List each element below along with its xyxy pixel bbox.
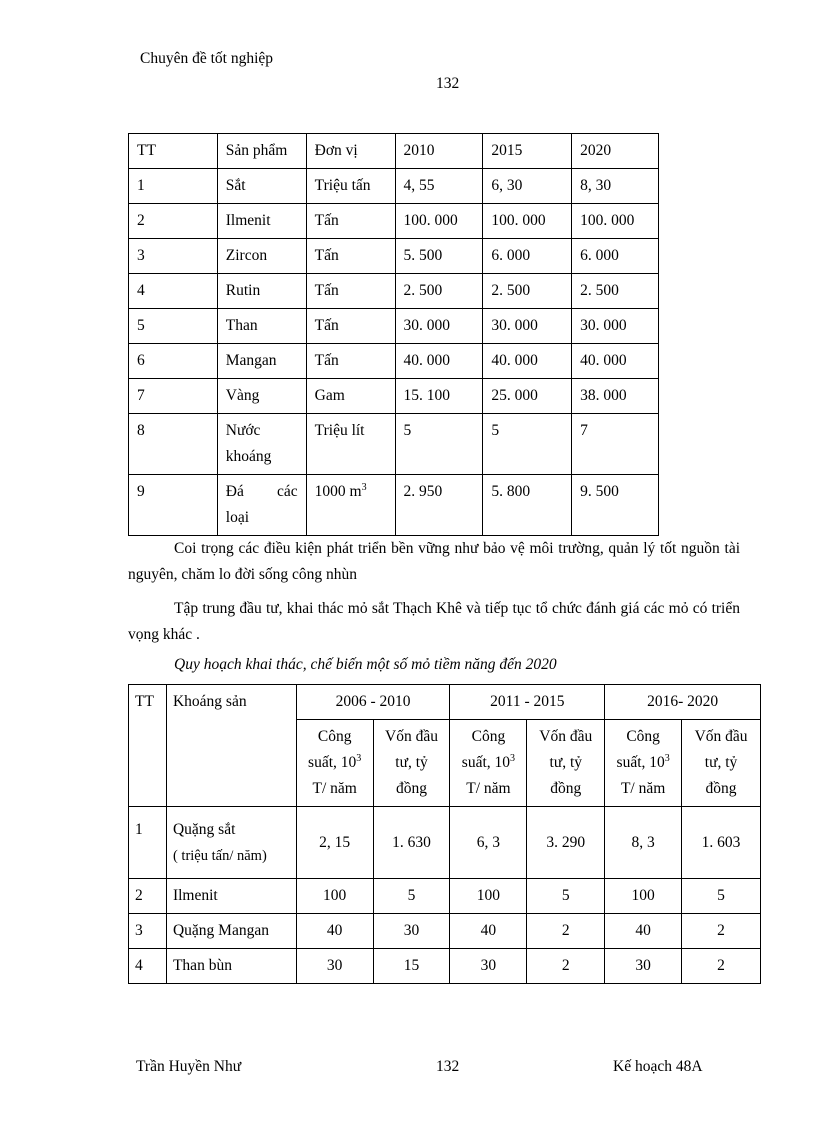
capacity-header xyxy=(296,720,373,807)
paragraph: Coi trọng các điều kiện phát triển bền vững như bảo vệ môi trường, quản lý tốt nguồn tài nguyên, chăm lo đời sống công nhùn xyxy=(128,540,740,583)
table-cell: 2. 500 xyxy=(395,274,483,309)
table-cell: 30. 000 xyxy=(483,309,572,344)
unit-superscript: 3 xyxy=(361,482,367,493)
table-row xyxy=(129,475,659,536)
table-cell: 7 xyxy=(572,414,659,475)
table-cell: 100. 000 xyxy=(395,204,483,239)
header-cell: TT xyxy=(129,134,218,169)
table-cell: 2 xyxy=(527,914,605,949)
table-cell: 2 xyxy=(682,949,761,984)
table-cell: Quặng Mangan xyxy=(166,914,296,949)
table-cell: Nước khoáng xyxy=(217,414,306,475)
table-cell: 1. 603 xyxy=(682,807,761,879)
table-cell: 4 xyxy=(129,949,167,984)
table-cell xyxy=(306,475,395,536)
table-cell: 5. 800 xyxy=(483,475,572,536)
table-cell: 1 xyxy=(129,807,167,879)
table-cell: 15 xyxy=(373,949,450,984)
capital-header: Vốn đầu tư, tỷ đồng xyxy=(682,720,761,807)
table-cell: 40. 000 xyxy=(483,344,572,379)
table-cell: 6, 30 xyxy=(483,169,572,204)
table-cell: 9 xyxy=(129,475,218,536)
capacity-text: Công suất, 10 xyxy=(616,728,665,771)
table-cell: Gam xyxy=(306,379,395,414)
capacity-text: Công suất, 10 xyxy=(461,728,511,771)
header-cell: 2010 xyxy=(395,134,483,169)
unit-text: 1000 m xyxy=(314,483,362,500)
mining-plan-table xyxy=(128,684,761,984)
footer-page-number: 132 xyxy=(436,1058,460,1075)
table-cell: 4 xyxy=(129,274,218,309)
table-cell: 7 xyxy=(129,379,218,414)
table-cell: 5 xyxy=(682,879,761,914)
table-cell: 30. 000 xyxy=(572,309,659,344)
table-row xyxy=(129,204,659,239)
period-header: 2016- 2020 xyxy=(605,685,761,720)
header-cell: 2015 xyxy=(483,134,572,169)
period-header: 2006 - 2010 xyxy=(296,685,450,720)
table-caption: Quy hoạch khai thác, chế biến một số mỏ tiềm năng đến 2020 xyxy=(174,656,557,673)
table-row xyxy=(129,169,659,204)
table-row xyxy=(129,239,659,274)
table-cell: 100. 000 xyxy=(483,204,572,239)
table-cell: 8, 3 xyxy=(605,807,682,879)
table-cell: 30 xyxy=(450,949,527,984)
table-cell: 40 xyxy=(296,914,373,949)
table-cell: 4, 55 xyxy=(395,169,483,204)
table-cell: 25. 000 xyxy=(483,379,572,414)
capacity-sup: 3 xyxy=(664,753,670,764)
table-cell: Tấn xyxy=(306,344,395,379)
table-cell: 6. 000 xyxy=(572,239,659,274)
table-cell: 100. 000 xyxy=(572,204,659,239)
table-cell: Than xyxy=(217,309,306,344)
table-cell: 15. 100 xyxy=(395,379,483,414)
table-cell: 40. 000 xyxy=(572,344,659,379)
header-cell: 2020 xyxy=(572,134,659,169)
table-cell: Vàng xyxy=(217,379,306,414)
table-cell: 5 xyxy=(483,414,572,475)
table-cell: 2 xyxy=(682,914,761,949)
table-cell: 40 xyxy=(605,914,682,949)
table-cell xyxy=(217,475,306,536)
capacity-text: Công suất, 10 xyxy=(308,728,357,771)
capacity-unit: T/ năm xyxy=(620,780,666,797)
paragraph: Tập trung đầu tư, khai thác mỏ sắt Thạch Khê và tiếp tục tổ chức đánh giá các mỏ có triển vọng khác . xyxy=(128,600,740,643)
table-cell: 100 xyxy=(450,879,527,914)
table-row xyxy=(129,274,659,309)
period-header: 2011 - 2015 xyxy=(450,685,605,720)
table-cell: 8 xyxy=(129,414,218,475)
table-cell: 2, 15 xyxy=(296,807,373,879)
table-cell: 5 xyxy=(129,309,218,344)
table-cell: 30 xyxy=(605,949,682,984)
table-cell: 2 xyxy=(129,204,218,239)
table-cell: 9. 500 xyxy=(572,475,659,536)
table-row xyxy=(129,949,761,984)
table-cell xyxy=(166,807,296,879)
table-cell: 5 xyxy=(395,414,483,475)
product-word: các xyxy=(277,483,298,500)
table-cell: 2 xyxy=(129,879,167,914)
table-row xyxy=(129,379,659,414)
table-row xyxy=(129,807,761,879)
table-cell: 30. 000 xyxy=(395,309,483,344)
page-number-top: 132 xyxy=(436,75,460,92)
table-row xyxy=(129,344,659,379)
header-cell: Sản phẩm xyxy=(217,134,306,169)
table-cell: 2. 950 xyxy=(395,475,483,536)
capacity-unit: T/ năm xyxy=(312,780,357,797)
header-cell: Khoáng sản xyxy=(166,685,296,807)
table-cell: Triệu lít xyxy=(306,414,395,475)
table-cell: 30 xyxy=(373,914,450,949)
table-cell: 3 xyxy=(129,914,167,949)
capital-header: Vốn đầu tư, tỷ đồng xyxy=(373,720,450,807)
table-cell: Tấn xyxy=(306,204,395,239)
table-cell: 30 xyxy=(296,949,373,984)
table-row xyxy=(129,914,761,949)
products-table xyxy=(128,133,659,536)
product-word: Đá xyxy=(225,483,244,500)
table-row xyxy=(129,309,659,344)
header-cell: Đơn vị xyxy=(306,134,395,169)
capacity-header xyxy=(605,720,682,807)
footer-author: Trần Huyền Như xyxy=(136,1058,242,1075)
mineral-note: ( triệu tấn/ năm) xyxy=(172,848,267,864)
capacity-unit: T/ năm xyxy=(466,780,511,797)
table-cell: 1 xyxy=(129,169,218,204)
table-header-row xyxy=(129,685,761,720)
table-cell: 40 xyxy=(450,914,527,949)
capacity-sup: 3 xyxy=(510,753,516,764)
table-cell: 2. 500 xyxy=(483,274,572,309)
table-cell: Tấn xyxy=(306,309,395,344)
table-cell: 2 xyxy=(527,949,605,984)
table-cell: Ilmenit xyxy=(166,879,296,914)
header-cell: TT xyxy=(129,685,167,807)
product-word: loại xyxy=(225,509,250,526)
capacity-sup: 3 xyxy=(356,753,362,764)
mineral-name: Quặng sắt xyxy=(172,821,236,838)
table-cell: 38. 000 xyxy=(572,379,659,414)
table-cell: 1. 630 xyxy=(373,807,450,879)
table-cell: 3. 290 xyxy=(527,807,605,879)
table-cell: 100 xyxy=(605,879,682,914)
table-cell: Sắt xyxy=(217,169,306,204)
table-cell: Than bùn xyxy=(166,949,296,984)
table-cell: 3 xyxy=(129,239,218,274)
table-header-row xyxy=(129,134,659,169)
table-cell: 100 xyxy=(296,879,373,914)
capital-header: Vốn đầu tư, tỷ đồng xyxy=(527,720,605,807)
table-cell: 6 xyxy=(129,344,218,379)
table-cell: 5 xyxy=(373,879,450,914)
table-cell: Mangan xyxy=(217,344,306,379)
table-cell: Triệu tấn xyxy=(306,169,395,204)
table-cell: Ilmenit xyxy=(217,204,306,239)
capacity-header xyxy=(450,720,527,807)
table-cell: Zircon xyxy=(217,239,306,274)
table-cell: 2. 500 xyxy=(572,274,659,309)
table-cell: 40. 000 xyxy=(395,344,483,379)
table-cell: 6. 000 xyxy=(483,239,572,274)
table-row xyxy=(129,879,761,914)
header-title: Chuyên đề tốt nghiệp xyxy=(140,50,274,67)
table-cell: Tấn xyxy=(306,274,395,309)
footer-class: Kế hoạch 48A xyxy=(613,1058,703,1075)
table-cell: 5 xyxy=(527,879,605,914)
table-cell: 8, 30 xyxy=(572,169,659,204)
table-cell: 5. 500 xyxy=(395,239,483,274)
table-cell: 6, 3 xyxy=(450,807,527,879)
table-cell: Tấn xyxy=(306,239,395,274)
table-cell: Rutin xyxy=(217,274,306,309)
table-row xyxy=(129,414,659,475)
